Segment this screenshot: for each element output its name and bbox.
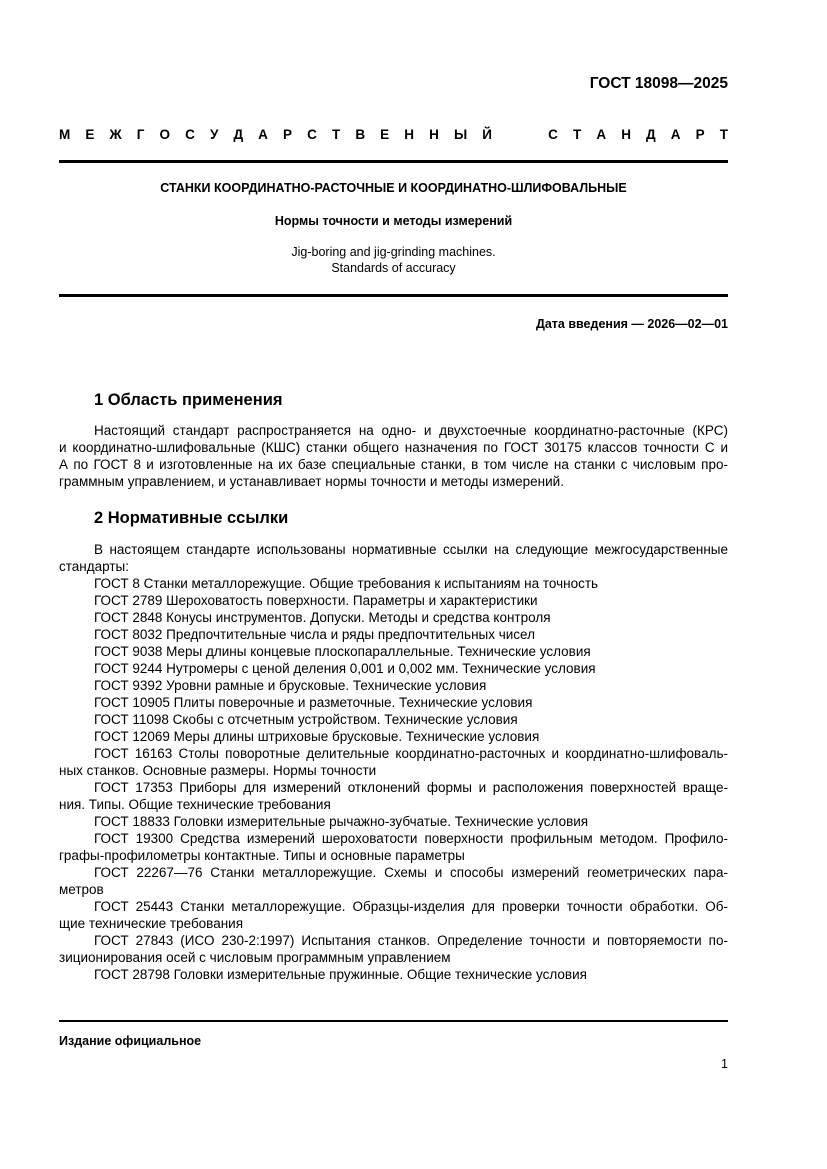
text-line: А по ГОСТ 8 и изготовленные на их базе специальные станки, в том числе на станки с числовым про- [59,457,728,472]
standard-title: СТАНКИ КООРДИНАТНО-РАСТОЧНЫЕ И КООРДИНАТНО-ШЛИФОВАЛЬНЫЕ [160,181,627,195]
text-line: В настоящем стандарте использованы нормативные ссылки на следующие межгосударственные [94,542,728,557]
reference-item: ГОСТ 9392 Уровни рамные и брусковые. Технические условия [94,678,487,693]
banner-letter: Е [85,127,95,142]
reference-item-continuation: ния. Типы. Общие технические требования [59,797,331,812]
text-line: граммным управлением, и устанавливает нормы точности и методы измерений. [59,474,564,489]
reference-item-continuation: метров [59,882,104,897]
reference-item: ГОСТ 8 Станки металлорежущие. Общие требования к испытаниям на точность [94,576,599,591]
banner-letter: О [159,127,171,142]
reference-item: ГОСТ 19300 Средства измерений шероховатости поверхности профильным методом. Профило- [94,831,728,846]
banner-letter: У [209,127,219,142]
footer-rule [59,1020,728,1022]
reference-item-continuation: щие технические требования [59,916,244,931]
reference-item: ГОСТ 27843 (ИСО 230-2:1997) Испытания станков. Определение точности и повторяемости по- [94,933,728,948]
reference-item: ГОСТ 25443 Станки металлорежущие. Образцы-изделия для проверки точности обработки. Об- [94,899,728,914]
banner-letter: А [596,127,607,142]
banner-letter: Ы [453,127,468,142]
reference-item-continuation: зиционирования осей с числовым программным управлением [59,950,451,965]
reference-item: ГОСТ 16163 Столы поворотные делительные координатно-расточных и координатно-шлифоваль- [94,746,728,761]
reference-item: ГОСТ 12069 Меры длины штриховые брусковые. Технические условия [94,729,540,744]
section-2-heading: 2 Нормативные ссылки [94,509,289,527]
banner-letter: Н [404,127,415,142]
reference-item: ГОСТ 8032 Предпочтительные числа и ряды предпочтительных чисел [94,627,535,642]
interstate-standard-banner [59,127,728,142]
reference-item: ГОСТ 2848 Конусы инструментов. Допуски. Методы и средства контроля [94,610,551,625]
banner-letter: Д [646,127,656,142]
text-line: стандарты: [59,559,129,574]
banner-letter: С [307,127,317,142]
banner-letter: С [185,127,195,142]
section-1-heading: 1 Область применения [94,391,283,409]
official-edition-label: Издание официальное [59,1034,202,1048]
banner-letter: Д [233,127,244,142]
banner-letter: В [355,127,366,142]
reference-item: ГОСТ 9038 Меры длины концевые плоскопараллельные. Технические условия [94,644,591,659]
reference-item-continuation: графы-профилометры контактные. Типы и основные параметры [59,848,465,863]
reference-item: ГОСТ 28798 Головки измерительные пружинные. Общие технические условия [94,967,587,982]
english-title [59,244,728,276]
reference-item: ГОСТ 2789 Шероховатость поверхности. Параметры и характеристики [94,593,538,608]
section-2-body [59,541,728,983]
banner-letter: Т [719,127,728,142]
title-rule [59,294,728,297]
banner-letter: Й [482,127,492,142]
page-number: 1 [721,1057,728,1071]
banner-letter: С [548,127,558,142]
banner-letter: А [258,127,268,142]
reference-item: ГОСТ 17353 Приборы для измерений отклонений формы и расположения поверхностей враще- [94,780,728,795]
header-rule [59,160,728,163]
banner-letter: М [59,127,71,142]
banner-letter: Е [380,127,390,142]
reference-item: ГОСТ 9244 Нутромеры с ценой деления 0,001 и 0,002 мм. Технические условия [94,661,596,676]
reference-item: ГОСТ 18833 Головки измерительные рычажно-зубчатые. Технические условия [94,814,589,829]
reference-item: ГОСТ 11098 Скобы с отсчетным устройством. Технические условия [94,712,518,727]
banner-letter: Г [136,127,145,142]
banner-word-gap [507,127,533,142]
banner-letter: Р [283,127,293,142]
english-title-line-1: Jig-boring and jig-grinding machines. [291,245,496,259]
banner-letter: Н [621,127,631,142]
banner-letter: Т [573,127,582,142]
banner-letter: Ж [109,127,122,142]
reference-item-continuation: ных станков. Основные размеры. Нормы точности [59,763,377,778]
reference-item: ГОСТ 10905 Плиты поверочные и разметочные. Технические условия [94,695,533,710]
reference-item: ГОСТ 22267—76 Станки металлорежущие. Схемы и способы измерений геометрических пара- [94,865,728,880]
document-number: ГОСТ 18098—2025 [589,75,728,92]
banner-letter: А [670,127,681,142]
banner-letter: Т [331,127,341,142]
text-line: и координатно-шлифовальные (КШС) станки общего назначения по ГОСТ 30175 классов точности С и [59,440,728,455]
section-1-body [59,422,728,490]
english-title-line-2: Standards of accuracy [331,261,456,275]
banner-letter: Н [429,127,439,142]
text-line: Настоящий стандарт распространяется на одно- и двухстоечные координатно-расточные (КРС) [94,423,728,438]
standard-subtitle: Нормы точности и методы измерений [274,214,513,228]
banner-letter: Р [695,127,705,142]
introduction-date: Дата введения — 2026—02—01 [535,317,728,331]
